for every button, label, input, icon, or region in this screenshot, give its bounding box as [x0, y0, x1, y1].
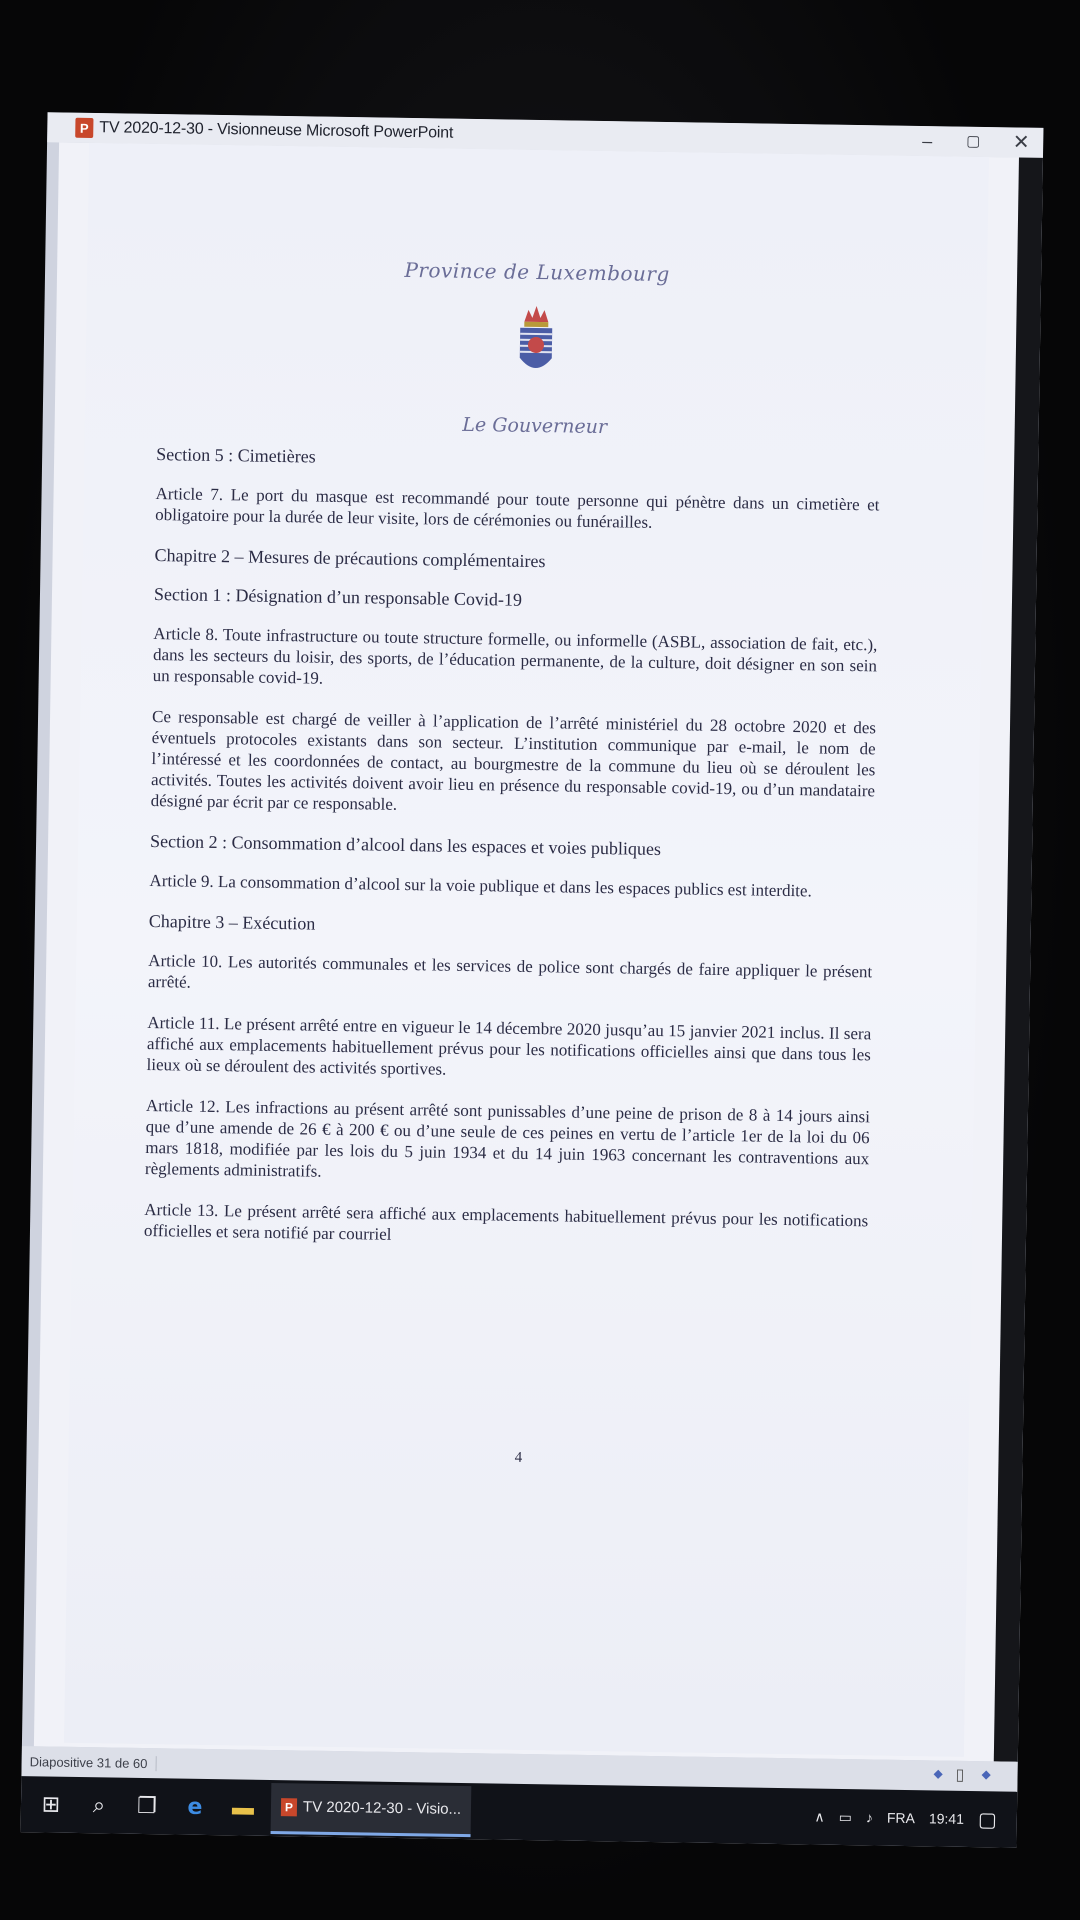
system-tray	[800, 1788, 997, 1847]
article13-text: Le présent arrêté sera affiché aux emplacements habituellement prévus pour les notifications officielles et sera notifié par courriel	[143, 1201, 869, 1244]
article11	[146, 1012, 871, 1086]
article10	[148, 950, 873, 1003]
window-title: TV 2020-12-30 - Visionneuse Microsoft PowerPoint	[99, 119, 454, 142]
article9-label: Article 9.	[149, 870, 214, 891]
article12-text: Les infractions au présent arrêté sont punissables d’une peine de prison de 8 à 14 jours ainsi que d’une amende de 26 € à 200 € ou d’une seule de ces peines en vertu de l’article 1er de la loi du 06 mars 1818, modifiée par les lois du 5 juin 1934 et du 14 juin 1963 concernant les contraventions aux règlements administratifs.	[144, 1097, 871, 1181]
article8	[153, 623, 878, 697]
language-indicator[interactable]: FRA	[886, 1809, 916, 1827]
battery-icon[interactable]: ▭	[838, 1808, 853, 1825]
powerpoint-app-icon: P	[75, 118, 93, 138]
taskbar-task-label: TV 2020-12-30 - Visio...	[302, 1798, 462, 1818]
previous-slide-icon[interactable]: ◆	[933, 1766, 943, 1781]
article11-text: Le présent arrêté entre en vigueur le 14 décembre 2020 jusqu’au 15 janvier 2021 inclus. Il sera affiché aux emplacements habituellement prévus pour les notifications officielles ainsi que dans tous les lieux où se déroulent des activités sportives.	[146, 1014, 872, 1079]
article7-label: Article 7.	[155, 484, 224, 505]
article11-label: Article 11.	[147, 1012, 220, 1034]
section2-title: Section 2 : Consommation d’alcool dans les espaces et voies publiques	[149, 830, 662, 860]
article13	[144, 1199, 869, 1252]
article10-label: Article 10.	[148, 950, 223, 972]
article8-label: Article 8.	[153, 624, 219, 645]
governor-heading: Le Gouverneur	[462, 413, 608, 439]
maximize-button[interactable]: ▢	[966, 132, 981, 150]
reading-view-icon[interactable]: ▯	[955, 1766, 965, 1784]
notifications-icon[interactable]: ▢	[977, 1808, 998, 1831]
file-explorer-icon[interactable]: ▬	[231, 1794, 255, 1820]
section5-title: Section 5 : Cimetières	[156, 444, 316, 467]
document-body	[144, 444, 881, 1272]
article12	[145, 1095, 870, 1190]
close-button[interactable]: ✕	[1012, 131, 1030, 154]
edge-browser-icon[interactable]: e	[187, 1794, 203, 1820]
article9-text: La consommation d’alcool sur la voie publique et dans les espaces publics est interdite.	[213, 871, 812, 901]
search-icon[interactable]: ⌕	[92, 1792, 106, 1818]
article13-label: Article 13.	[144, 1199, 219, 1221]
province-heading: Province de Luxembourg	[404, 257, 670, 287]
document-page	[64, 143, 989, 1757]
coat-of-arms-icon	[513, 300, 558, 381]
powerpoint-taskbar-button[interactable]	[271, 1783, 472, 1837]
article7-text: Le port du masque est recommandé pour toute personne qui pénètre dans un cimetière et obligatoire pour la durée de leur visite, lors de cérémonies ou funérailles.	[155, 485, 880, 532]
page-number: 4	[514, 1449, 523, 1466]
article8-text: Toute infrastructure ou toute structure formelle, ou informelle (ASBL, association de fait, etc.), dans les secteurs du loisir, des sports, de l’éducation permanente, de la culture, doit désigner en son sein un responsable covid-19.	[152, 625, 878, 688]
article9	[149, 870, 873, 902]
windows-start-icon[interactable]: ⊞	[41, 1791, 61, 1817]
powerpoint-icon: P	[281, 1798, 297, 1816]
show-hidden-icons-icon[interactable]: ∧	[814, 1808, 825, 1825]
article8-paragraph2: Ce responsable est chargé de veiller à l’application de l’arrêté ministériel du 28 octobre 2020 et des éventuels protocoles existants dans son secteur. L’institution communique par e-mail, le nom de l’intéressé et les coordonnées de contact, au bourgmestre de la commune du lieu où se déroulent les activités. Toutes les activités doivent avoir lieu en présence du responsable covid-19, ou d’un mandataire désigné par écrit par ce responsable.	[150, 707, 877, 814]
slide-counter: Diapositive 31 de 60	[30, 1754, 157, 1771]
next-slide-icon[interactable]: ◆	[981, 1767, 991, 1782]
article7	[155, 483, 880, 536]
article10-text: Les autorités communales et les services de police sont chargés de faire appliquer le présent arrêté.	[147, 952, 873, 992]
chapter2-title: Chapitre 2 – Mesures de précautions complémentaires	[154, 545, 546, 572]
volume-icon[interactable]: ♪	[865, 1809, 874, 1826]
chapter3-title: Chapitre 3 – Exécution	[148, 910, 316, 934]
minimize-button[interactable]: –	[922, 131, 933, 152]
slide-viewer[interactable]	[34, 142, 1019, 1761]
task-view-icon[interactable]: ❐	[136, 1792, 158, 1819]
screen	[21, 112, 1044, 1847]
article12-label: Article 12.	[145, 1095, 221, 1117]
section1-title: Section 1 : Désignation d’un responsable Covid-19	[153, 584, 523, 610]
clock[interactable]: 19:41	[928, 1810, 965, 1827]
